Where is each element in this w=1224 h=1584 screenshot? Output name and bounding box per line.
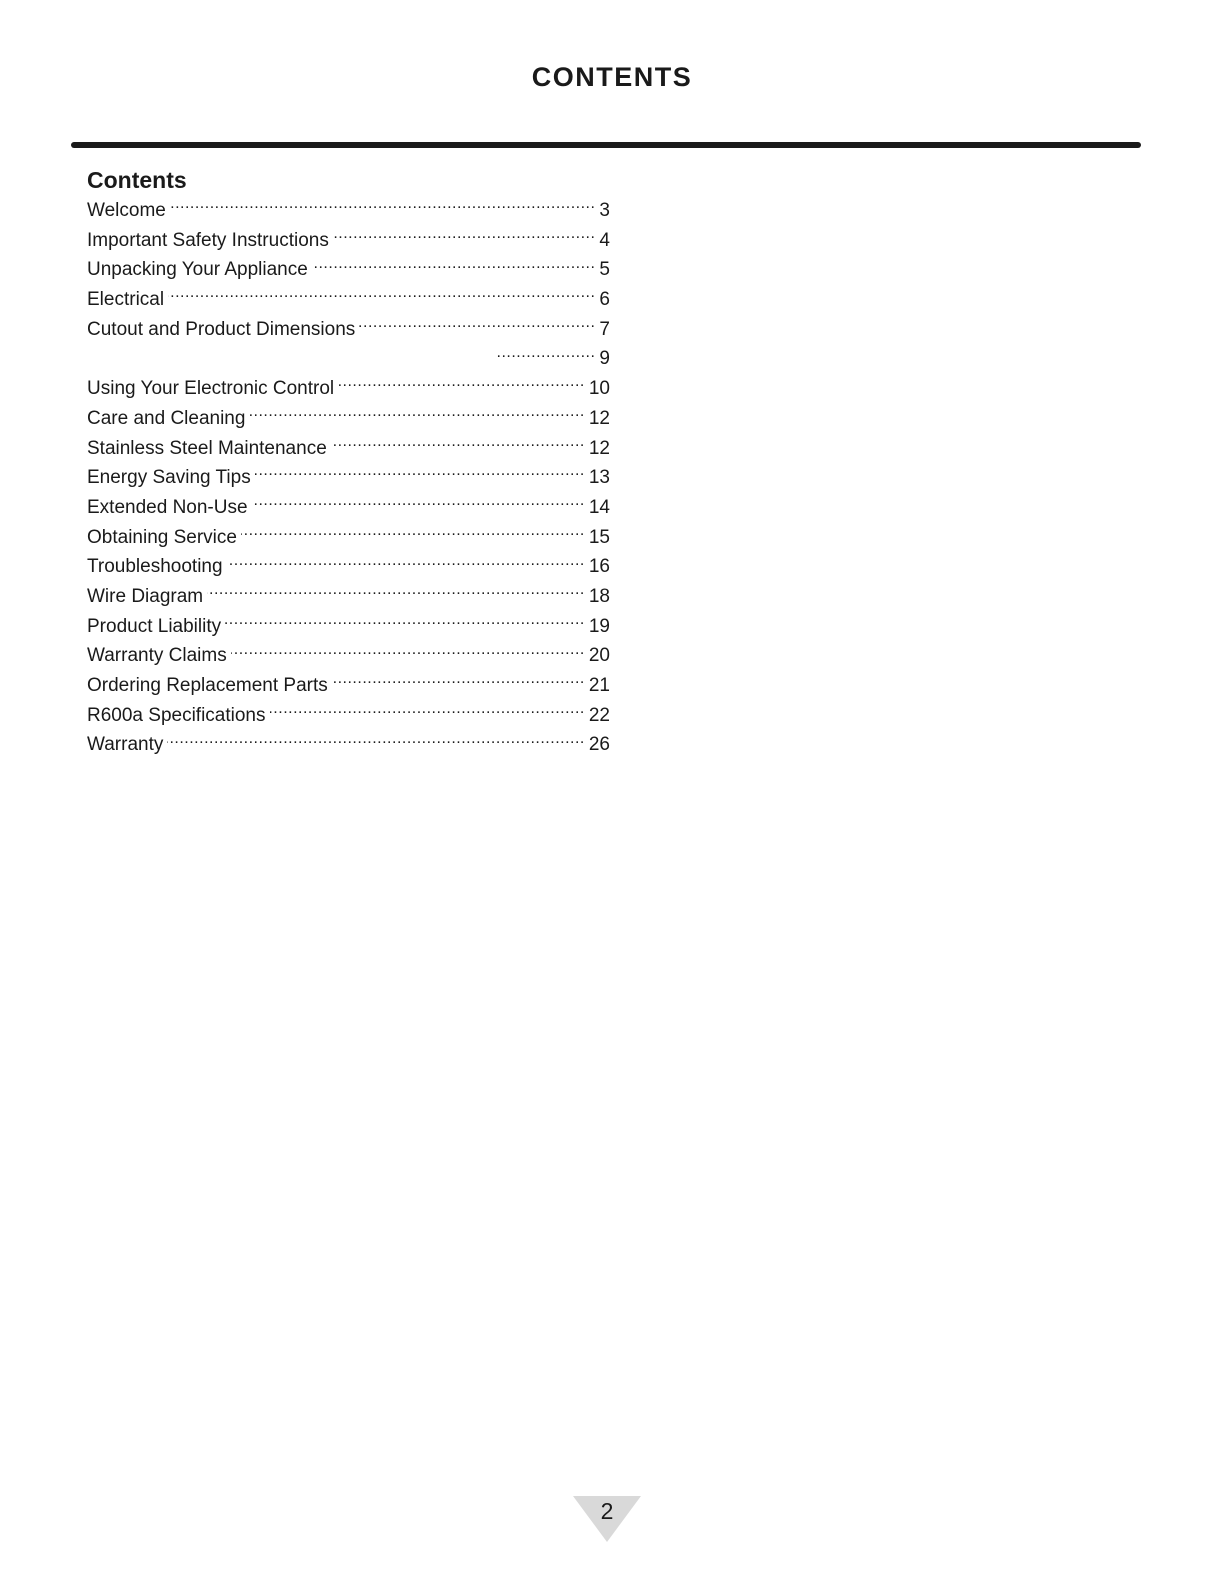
toc-entry-label: Troubleshooting — [87, 556, 223, 578]
dot-leader — [249, 405, 584, 424]
toc-entry-label: Extended Non-Use — [87, 496, 248, 518]
toc-entry-page: 14 — [588, 496, 610, 518]
toc-entry-warranty[interactable] — [87, 730, 610, 760]
dot-leader — [338, 375, 585, 394]
dot-leader — [270, 702, 585, 721]
toc-entry-label: Important Safety Instructions — [87, 229, 329, 251]
toc-entry-label: Using Your Electronic Control — [87, 378, 335, 400]
toc-entry-label: R600a Specifications — [87, 704, 266, 726]
toc-entry-page: 15 — [588, 526, 610, 548]
toc-entry-page: 20 — [588, 645, 610, 667]
dot-leader — [252, 494, 585, 513]
toc-entry-label: Stainless Steel Maintenance — [87, 437, 327, 459]
dot-leader — [312, 256, 596, 275]
toc-entry-page: 16 — [588, 556, 610, 578]
toc-entry-page: 6 — [599, 289, 610, 311]
toc-entry-care-cleaning[interactable] — [87, 404, 610, 434]
toc-entry-page: 4 — [599, 229, 610, 251]
toc-entry-label: Wire Diagram — [87, 585, 204, 607]
toc-entry-dimensions[interactable] — [87, 315, 610, 345]
dot-leader — [332, 672, 585, 691]
toc-entry-troubleshooting[interactable] — [87, 552, 610, 582]
toc-entry-warranty-claims[interactable] — [87, 641, 610, 671]
table-of-contents — [87, 164, 610, 760]
toc-entry-label: Product Liability — [87, 615, 222, 637]
header-divider — [71, 142, 1141, 148]
dot-leader — [207, 583, 585, 602]
dot-leader — [497, 345, 595, 364]
toc-list — [87, 196, 610, 760]
dot-leader — [225, 613, 585, 632]
toc-entry-page: 10 — [588, 378, 610, 400]
toc-title: Contents — [87, 167, 187, 193]
toc-entry-welcome[interactable] — [87, 196, 610, 226]
toc-entry-product-liability[interactable] — [87, 612, 610, 642]
toc-entry-extended-non-use[interactable] — [87, 493, 610, 523]
toc-entry-label: Welcome — [87, 200, 166, 221]
dot-leader — [333, 227, 596, 246]
dot-leader — [255, 464, 585, 483]
dot-leader — [168, 286, 595, 305]
toc-entry-label: Electrical — [87, 289, 165, 311]
toc-entry-label: Cutout and Product Dimensions — [87, 318, 356, 340]
toc-entry-page: 5 — [599, 259, 610, 281]
dot-leader — [331, 435, 585, 454]
toc-entry-label: Energy Saving Tips — [87, 467, 251, 489]
toc-entry-unlabeled[interactable] — [87, 344, 610, 374]
toc-entry-page: 21 — [588, 675, 610, 696]
toc-entry-label: Ordering Replacement Parts — [87, 675, 328, 696]
page-title: CONTENTS — [531, 62, 693, 92]
toc-entry-page: 3 — [599, 200, 610, 221]
toc-entry-page: 19 — [588, 615, 610, 637]
toc-entry-electronic-control[interactable] — [87, 374, 610, 404]
toc-entry-replacement-parts[interactable] — [87, 671, 610, 701]
toc-entry-label: Obtaining Service — [87, 526, 237, 548]
dot-leader — [227, 553, 585, 572]
toc-entry-page: 12 — [588, 437, 610, 459]
toc-entry-page: 18 — [588, 585, 610, 607]
toc-entry-label: Warranty Claims — [87, 645, 227, 667]
dot-leader — [167, 731, 584, 750]
page-number: 2 — [600, 1498, 614, 1524]
dot-leader — [359, 316, 595, 335]
dot-leader — [241, 524, 585, 543]
toc-entry-stainless-steel[interactable] — [87, 434, 610, 464]
toc-entry-label: Warranty — [87, 734, 164, 756]
toc-entry-r600a-specifications[interactable] — [87, 701, 610, 731]
toc-entry-page: 26 — [588, 734, 610, 756]
toc-entry-page: 12 — [588, 407, 610, 429]
toc-entry-page: 13 — [588, 467, 610, 489]
toc-entry-page: 22 — [588, 704, 610, 726]
toc-entry-electrical[interactable] — [87, 285, 610, 315]
toc-entry-obtaining-service[interactable] — [87, 523, 610, 553]
dot-leader — [170, 197, 596, 216]
toc-entry-page: 9 — [599, 348, 610, 370]
toc-entry-wire-diagram[interactable] — [87, 582, 610, 612]
toc-entry-energy-saving[interactable] — [87, 463, 610, 493]
toc-entry-label: Care and Cleaning — [87, 407, 246, 429]
dot-leader — [231, 642, 585, 661]
toc-entry-safety[interactable] — [87, 226, 610, 256]
toc-entry-label: Unpacking Your Appliance — [87, 259, 308, 281]
toc-entry-page: 7 — [599, 318, 610, 340]
toc-entry-unpacking[interactable] — [87, 255, 610, 285]
